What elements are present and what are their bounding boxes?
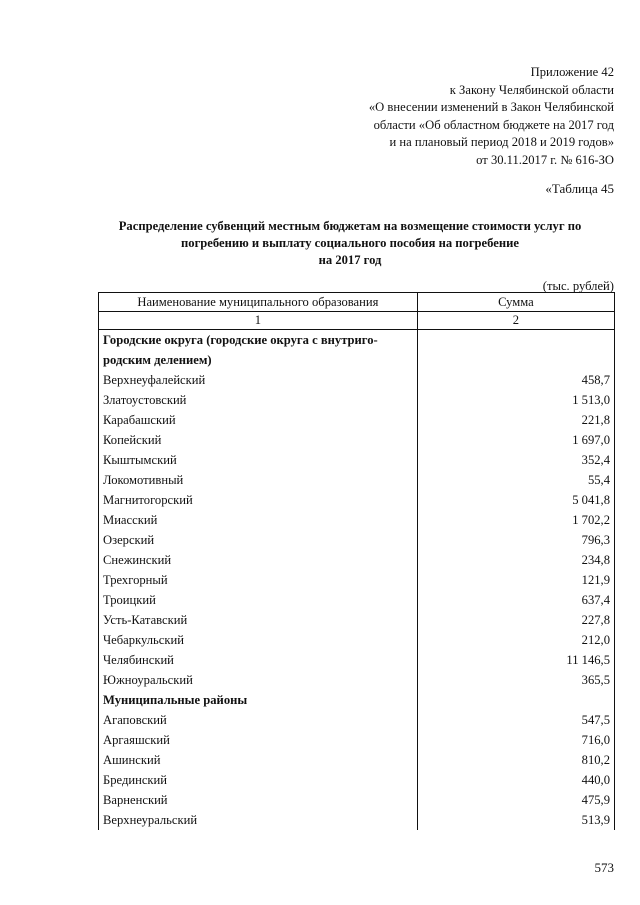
amount-value: 221,8 [417,410,614,430]
table-row [99,550,615,570]
municipality-name: Снежинский [99,550,418,570]
page-number: 573 [594,860,614,875]
table-row [99,630,615,650]
municipality-name: Южноуральский [99,670,418,690]
amount-value: 440,0 [417,770,614,790]
title-line: на 2017 год [318,253,382,267]
table-row [99,390,615,410]
municipality-name: Челябинский [99,650,418,670]
header-line: от 30.11.2017 г. № 616-ЗО [476,152,614,167]
table-row [99,670,615,690]
amount-value: 1 702,2 [417,510,614,530]
amount-value: 121,9 [417,570,614,590]
municipality-name: Локомотивный [99,470,418,490]
municipality-name: Троицкий [99,590,418,610]
municipality-name: Магнитогорский [99,490,418,510]
column-header-name: Наименование муниципального образования [99,293,418,312]
amount-value: 1 697,0 [417,430,614,450]
table-row [99,730,615,750]
amount-value: 637,4 [417,590,614,610]
amount-value: 227,8 [417,610,614,630]
municipality-name: Аргаяшский [99,730,418,750]
amount-value: 11 146,5 [417,650,614,670]
municipality-name: Ашинский [99,750,418,770]
municipality-name: Златоустовский [99,390,418,410]
municipality-name: Усть-Катавский [99,610,418,630]
table-row [99,530,615,550]
table-row [99,790,615,810]
header-line: к Закону Челябинской области [449,82,614,97]
table-row [99,510,615,530]
table-row [99,650,615,670]
title-line: Распределение субвенций местным бюджетам на возмещение стоимости услуг по [118,219,582,233]
amount-value: 796,3 [417,530,614,550]
section-title: Муниципальные районы [99,690,418,710]
municipality-name: Чебаркульский [99,630,418,650]
table-row [99,590,615,610]
municipality-name: Трехгорный [99,570,418,590]
section-row-city-districts [99,330,615,371]
amount-value: 547,5 [417,710,614,730]
column-number-1: 1 [99,312,418,330]
amount-value: 234,8 [417,550,614,570]
appendix-header [369,64,614,170]
amount-value: 1 513,0 [417,390,614,410]
amount-value: 5 041,8 [417,490,614,510]
table-row [99,710,615,730]
municipality-name: Верхнеуральский [99,810,418,830]
municipality-name: Верхнеуфалейский [99,370,418,390]
table-label: «Таблица 45 [545,181,614,196]
amount-value: 352,4 [417,450,614,470]
municipality-name: Брединский [99,770,418,790]
municipality-name: Карабашский [99,410,418,430]
table-row [99,810,615,830]
municipality-name: Агаповский [99,710,418,730]
section-title: Городские округа (городские округа с внутриго- родским делением) [99,330,418,371]
table-row [99,570,615,590]
table-row [99,450,615,470]
amount-value: 810,2 [417,750,614,770]
table-row [99,770,615,790]
column-header-sum: Сумма [417,293,614,312]
municipality-name: Миасский [99,510,418,530]
amount-value: 513,9 [417,810,614,830]
table-row [99,470,615,490]
municipality-name: Копейский [99,430,418,450]
amount-value: 212,0 [417,630,614,650]
document-title [80,218,620,269]
table-row [99,430,615,450]
amount-value: 365,5 [417,670,614,690]
header-line: области «Об областном бюджете на 2017 год [373,117,614,132]
amount-value: 55,4 [417,470,614,490]
table-row [99,750,615,770]
title-line: погребению и выплату социального пособия на погребение [181,236,519,250]
header-line: Приложение 42 [530,65,614,79]
table-row [99,410,615,430]
header-line: «О внесении изменений в Закон Челябинской [368,100,614,115]
table-row [99,370,615,390]
municipality-name: Кыштымский [99,450,418,470]
municipality-name: Озерский [99,530,418,550]
units-label: (тыс. рублей) [542,279,614,293]
municipality-name: Варненский [99,790,418,810]
section-row-municipal-districts [99,690,615,710]
amount-value: 458,7 [417,370,614,390]
subsidy-table [98,292,615,830]
amount-value: 716,0 [417,730,614,750]
table-row [99,610,615,630]
column-number-2: 2 [417,312,614,330]
amount-value: 475,9 [417,790,614,810]
table-row [99,490,615,510]
header-line: и на плановый период 2018 и 2019 годов» [389,135,614,150]
